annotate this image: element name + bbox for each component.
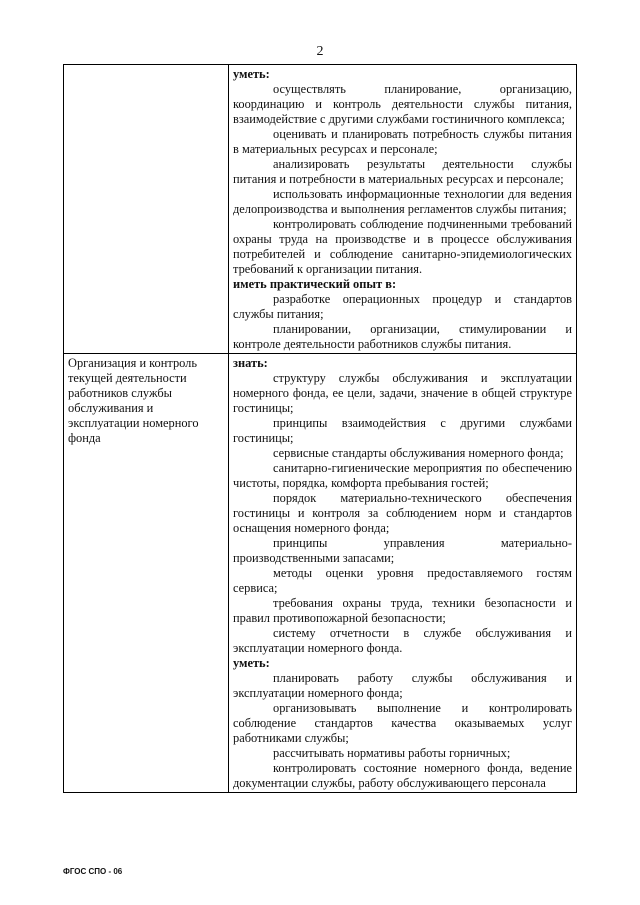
list-item: планировать работу службы обслуживания и эксплуатации номерного фонда; (233, 671, 572, 700)
list-item: принципы взаимодействия с другими службами гостиницы; (233, 416, 572, 445)
section-heading: знать: (233, 356, 268, 370)
page-number: 2 (316, 44, 324, 59)
list-item: разработке операционных процедур и стандартов службы питания; (233, 292, 572, 321)
list-item: организовывать выполнение и контролировать соблюдение стандартов качества оказываемых услуг работниками службы; (233, 701, 572, 745)
list-item: методы оценки уровня предоставляемого гостям сервиса; (233, 566, 572, 595)
requirements-cell (229, 65, 577, 354)
section-heading: уметь: (233, 656, 270, 670)
footer-label: ФГОС СПО - 06 (63, 867, 123, 876)
table-row (64, 65, 577, 354)
table-row (64, 354, 577, 793)
competency-cell (64, 65, 229, 354)
list-item: порядок материально-технического обеспечения гостиницы и контроля за соблюдением норм и стандартов оснащения номерного фонда; (233, 491, 572, 535)
list-item: осуществлять планирование, организацию, координацию и контроль деятельности службы питания, взаимодействие с другими службами гостиничного комплекса; (233, 82, 572, 126)
list-item: контролировать соблюдение подчиненными требований охраны труда на производстве и в процессе обслуживания потребителей и соблюдение санитарно-эпидемиологических требований к организации питания. (233, 217, 572, 276)
list-item: анализировать результаты деятельности службы питания и потребности в материальных ресурсах и персонале; (233, 157, 572, 186)
list-item: рассчитывать нормативы работы горничных; (273, 746, 511, 760)
list-item: принципы управления материально-производственными запасами; (233, 536, 572, 565)
table-body (64, 65, 577, 793)
list-item: санитарно-гигиенические мероприятия по обеспечению чистоты, порядка, комфорта пребывания гостей; (233, 461, 572, 490)
list-item: сервисные стандарты обслуживания номерного фонда; (273, 446, 564, 460)
list-item: использовать информационные технологии для ведения делопроизводства и выполнения регламентов службы питания; (233, 187, 572, 216)
list-item: оценивать и планировать потребность службы питания в материальных ресурсах и персонале; (233, 127, 572, 156)
list-item: требования охраны труда, техники безопасности и правил противопожарной безопасности; (233, 596, 572, 625)
competency-table (63, 64, 577, 793)
section-heading: иметь практический опыт в: (233, 277, 397, 291)
section-heading: уметь: (233, 67, 270, 81)
requirements-cell (229, 354, 577, 793)
competency-cell: Организация и контроль текущей деятельности работников службы обслуживания и эксплуатации номерного фонда (64, 354, 229, 793)
list-item: систему отчетности в службе обслуживания и эксплуатации номерного фонда. (233, 626, 572, 655)
list-item: планировании, организации, стимулировании и контроле деятельности работников службы питания. (233, 322, 572, 351)
list-item: структуру службы обслуживания и эксплуатации номерного фонда, ее цели, задачи, значение в общей структуре гостиницы; (233, 371, 572, 415)
list-item: контролировать состояние номерного фонда, ведение документации службы, работу обслуживающего персонала (233, 761, 572, 790)
